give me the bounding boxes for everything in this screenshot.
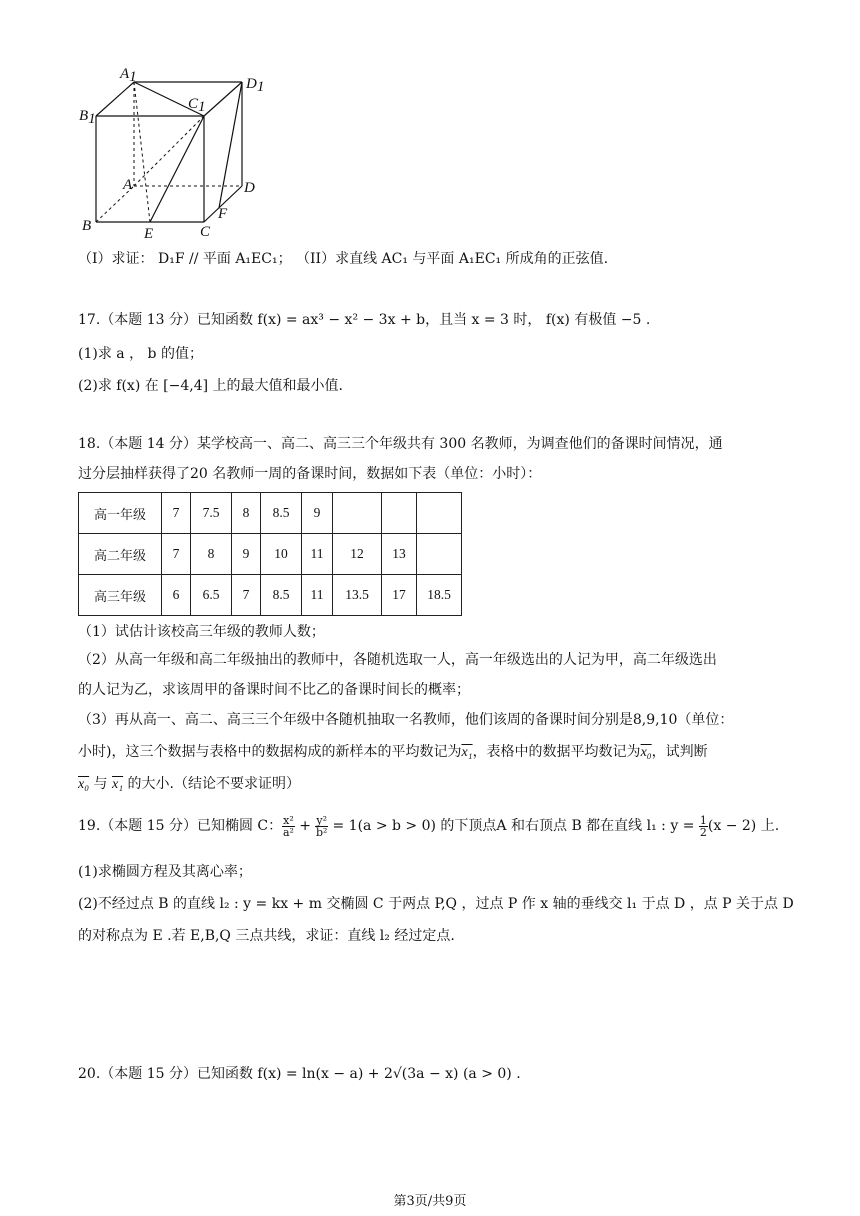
q18-part2-line1: （2）从高一年级和高二年级抽出的教师中，各随机选取一人，高一年级选出的人记为甲，高二年级选出: [78, 652, 717, 668]
q18-part2-line2: 的人记为乙，求该周甲的备课时间不比乙的备课时间长的概率；: [78, 682, 470, 698]
table-cell: 11: [302, 534, 333, 575]
numerator: x²: [283, 813, 294, 827]
table-cell: [417, 534, 462, 575]
q18-text: 小时)，这三个数据与表格中的数据构成的新样本的平均数记为: [78, 744, 462, 760]
denominator: a²: [282, 825, 294, 839]
table-row: [79, 575, 462, 616]
label-D: D: [244, 180, 255, 196]
table-cell: 8: [191, 534, 232, 575]
q18-intro-line1: 18.（本题 14 分）某学校高一、高二、高三三个年级共有 300 名教师，为调查他们的备课时间情况，通: [78, 436, 723, 452]
table-cell: 10: [261, 534, 302, 575]
q19-part2-line2: 的对称点为 E .若 E,B,Q 三点共线，求证：直线 l₂ 经过定点.: [78, 928, 455, 944]
table-cell: [333, 493, 382, 534]
q19-text: 19.（本题 15 分）已知椭圆 C：: [78, 818, 283, 834]
denominator: 2: [699, 825, 707, 839]
table-cell: 13: [382, 534, 417, 575]
table-cell: 9: [302, 493, 333, 534]
table-cell: 7: [232, 575, 261, 616]
row-grade: 高一年级: [79, 493, 162, 534]
numerator: 1: [699, 813, 707, 827]
label-C1: C1: [188, 96, 206, 115]
q19-text: +: [294, 818, 316, 834]
cube-figure: [76, 62, 276, 242]
table-row: [79, 493, 462, 534]
q16-subquestions: （I）求证： D₁F // 平面 A₁EC₁； （II）求直线 AC₁ 与平面 A₁EC₁ 所成角的正弦值.: [78, 251, 609, 267]
fraction: [282, 815, 295, 838]
mean-x1: x₁: [112, 777, 124, 792]
q18-part1: （1）试估计该校高三年级的教师人数；: [78, 624, 325, 640]
q19-intro: [78, 812, 779, 840]
q18-part3-line1: （3）再从高一、高二、高三三个年级中各随机抽取一名教师，他们该周的备课时间分别是8,9,10（单位：: [78, 712, 734, 728]
q17-part1: (1)求 a ， b 的值；: [78, 346, 203, 362]
table-cell: [417, 493, 462, 534]
table-row: [79, 534, 462, 575]
q18-text: 的大小.（结论不要求证明）: [123, 776, 300, 792]
label-A: A: [123, 177, 133, 193]
fraction: [315, 815, 328, 838]
table-cell: 18.5: [417, 575, 462, 616]
q19-part2-line1: (2)不经过点 B 的直线 l₂ : y = kx + m 交椭圆 C 于两点 P,Q ，过点 P 作 x 轴的垂线交 l₁ 于点 D ，点 P 关于点 D: [78, 896, 794, 912]
label-F: F: [218, 206, 228, 222]
q18-text: ，表格中的数据平均数记为: [472, 744, 641, 760]
fraction: [699, 815, 708, 838]
q19-text: (x − 2) 上.: [707, 818, 780, 834]
q17-part2: (2)求 f(x) 在 [−4,4] 上的最大值和最小值.: [78, 378, 344, 394]
table-cell: 6.5: [191, 575, 232, 616]
mean-x0: x₀: [78, 777, 90, 792]
label-A1: A1: [120, 66, 137, 85]
table-cell: 17: [382, 575, 417, 616]
label-C: C: [200, 224, 211, 240]
table-cell: 12: [333, 534, 382, 575]
mean-x1: x₁: [461, 745, 473, 760]
table-cell: 8.5: [261, 493, 302, 534]
row-grade: 高三年级: [79, 575, 162, 616]
label-D1: D1: [246, 76, 265, 95]
prep-time-table: [78, 492, 462, 616]
table-cell: 11: [302, 575, 333, 616]
page-footer: 第3页/共9页: [393, 1194, 467, 1209]
table-cell: 13.5: [333, 575, 382, 616]
mean-x0: x₀: [640, 745, 652, 760]
numerator: y²: [316, 813, 328, 827]
label-B1: B1: [79, 108, 96, 127]
row-grade: 高二年级: [79, 534, 162, 575]
table-cell: 8: [232, 493, 261, 534]
table-cell: 8.5: [261, 575, 302, 616]
label-B: B: [82, 218, 92, 234]
q19-text: = 1(a > b > 0) 的下顶点A 和右顶点 B 都在直线 l₁ : y =: [328, 818, 699, 834]
q18-text: 与: [89, 776, 112, 792]
q20-intro: 20.（本题 15 分）已知函数 f(x) = ln(x − a) + 2√(3a − x) (a > 0) .: [78, 1066, 521, 1082]
label-E: E: [144, 226, 154, 242]
table-cell: 9: [232, 534, 261, 575]
q18-text: ，试判断: [651, 744, 708, 760]
q17-intro: 17.（本题 13 分）已知函数 f(x) = ax³ − x² − 3x + b，且当 x = 3 时， f(x) 有极值 −5 .: [78, 312, 651, 328]
q19-part1: (1)求椭圆方程及其离心率；: [78, 864, 252, 880]
denominator: b²: [316, 825, 328, 839]
table-cell: 7: [162, 534, 191, 575]
table-cell: 6: [162, 575, 191, 616]
table-cell: [382, 493, 417, 534]
q18-intro-line2: 过分层抽样获得了20 名教师一周的备课时间，数据如下表（单位：小时）：: [78, 466, 542, 482]
q18-part3-line2: [78, 742, 708, 763]
table-cell: 7.5: [191, 493, 232, 534]
q18-part3-line3: [78, 774, 300, 795]
table-cell: 7: [162, 493, 191, 534]
